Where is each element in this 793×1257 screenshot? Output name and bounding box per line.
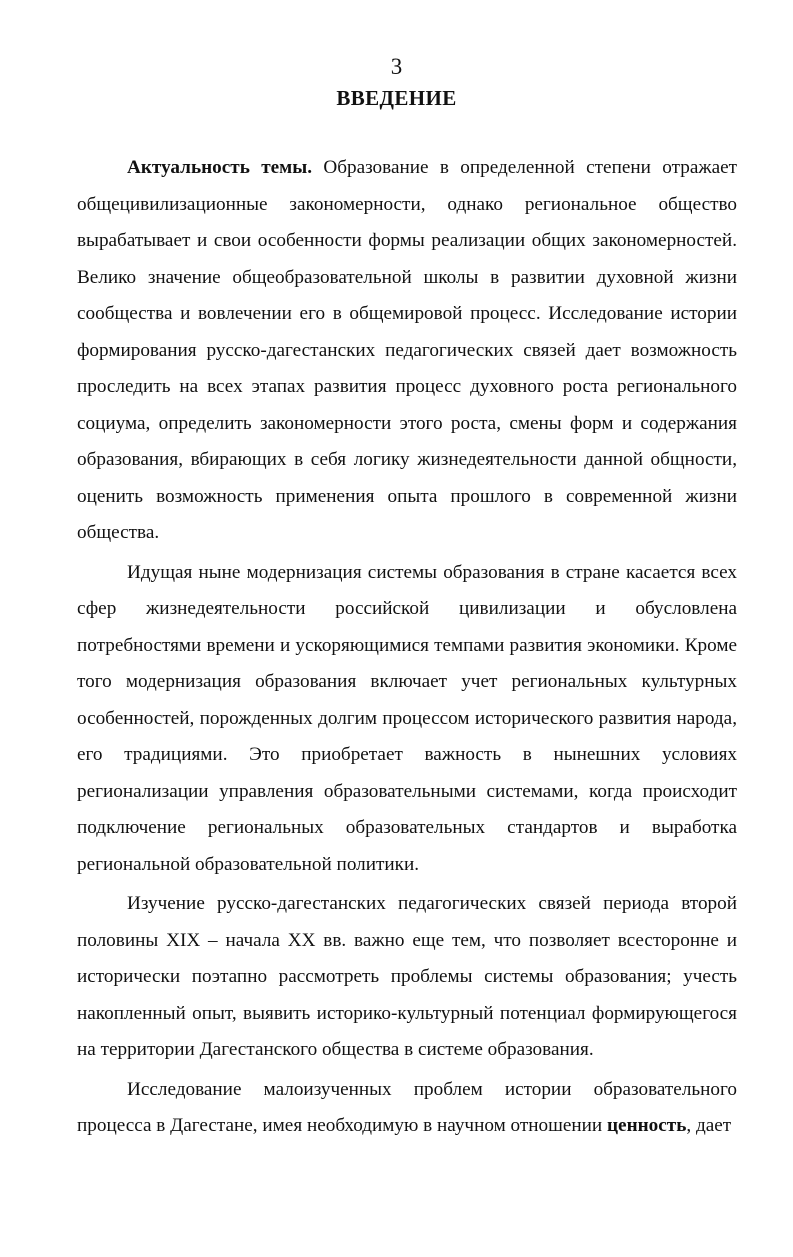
paragraph-text: , дает bbox=[686, 1115, 732, 1136]
paragraph-text: Идущая ныне модернизация системы образования в стране касается всех сфер жизнедеятельности российской цивилизации и обусловлена потребностями времени и ускоряющимися темпами развития экономики. Кроме того модернизация образования включает учет региональных культурных особенностей, порожденных долгим процессом исторического развития народа, его традициями. Это приобретает важность в нынешних условиях регионализации управления образовательными системами, когда происходит подключение региональных образовательных стандартов и выработка региональной образовательной политики. bbox=[77, 561, 737, 875]
body-text bbox=[77, 150, 737, 1145]
page-number: 3 bbox=[390, 54, 403, 79]
relevance-heading: Актуальность темы. bbox=[127, 157, 312, 178]
paragraph-study bbox=[77, 886, 737, 1069]
paragraph-relevance bbox=[77, 150, 737, 552]
value-term: ценность bbox=[607, 1115, 687, 1136]
paragraph-research bbox=[77, 1072, 737, 1145]
paragraph-text: Исследование малоизученных проблем истории образовательного процесса в Дагестане, имея необходимую в научном отношении bbox=[77, 1078, 737, 1136]
paragraph-modernization bbox=[77, 555, 737, 884]
page-title: ВВЕДЕНИЕ bbox=[336, 86, 457, 110]
paragraph-text: Изучение русско-дагестанских педагогических связей периода второй половины XIX – начала XX вв. важно еще тем, что позволяет всесторонне и исторически поэтапно рассмотреть проблемы системы образования; учесть накопленный опыт, выявить историко-культурный потенциал формирующегося на территории Дагестанского общества в системе образования. bbox=[77, 893, 737, 1060]
paragraph-text: Образование в определенной степени отражает общецивилизационные закономерности, однако региональное общество вырабатывает и свои особенности формы реализации общих закономерностей. Велико значение общеобразовательной школы в развитии духовной жизни сообщества и вовлечении его в общемировой процесс. Исследование истории формирования русско-дагестанских педагогических связей дает возможность проследить на всех этапах развития процесс духовного роста регионального социума, определить закономерности этого роста, смены форм и содержания образования, вбирающих в себя логику жизнедеятельности данной общности, оценить возможность применения опыта прошлого в современной жизни общества. bbox=[77, 157, 738, 543]
